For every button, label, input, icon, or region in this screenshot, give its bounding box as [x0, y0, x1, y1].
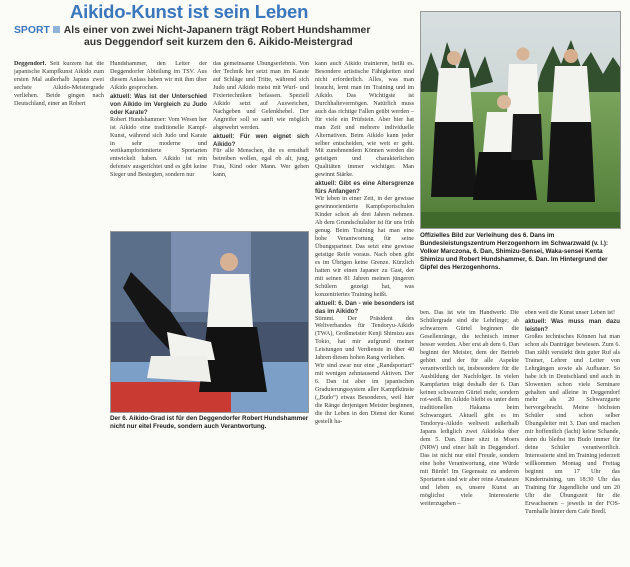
- photo-caption-top: Offizielles Bild zur Verleihung des 6. Dans im Bundesleistungszentrum Herzogenhorn im Schwarzwald (v. l.): Volker Marczona, 6. Dan, Shimizu-Sensei, Waka-sensei Kenta Shimizu und Robert Hundshammer, 6. Dan. Im Hintergrund der Gipfel des Herzogenhorns.: [420, 232, 609, 271]
- technique-photo: [110, 231, 309, 413]
- paragraph: Seit kurzem hat die japanische Kampfkunst Aikido zum ersten Mal außerhalb Japans zwei sechste Aikido-Meistergrade verliehen. Beide gingen nach Deutschland, einer an Robert: [14, 61, 104, 107]
- deck-line-2: aus Deggendorf seit kurzem den 6. Aikido-Meistergrad: [84, 37, 353, 48]
- deck-line-1: Als einer von zwei Nicht-Japanern trägt Robert Hundshammer: [63, 25, 371, 36]
- paragraph: Für alle Menschen, die es ernsthaft betreiben wollen, egal ob alt, jung, Frau, Kind oder Mann. Wer gehen kann,: [213, 148, 309, 179]
- interview-question: aktuell: Gibt es eine Altersgrenze fürs Anfangen?: [315, 180, 414, 196]
- interview-question: aktuell: Was muss man dazu leisten?: [525, 317, 620, 333]
- interview-question: aktuell: Für wen eignet sich Aikido?: [213, 132, 309, 148]
- text-column-5: [420, 310, 519, 557]
- paragraph: das gemeinsame Übungserlebnis. Von der Technik her setzt man im Karate auf Schläge und Tritte, während sich Judo und Aikido meist mit Wurf- und Fixiertechniken befassen. Speziell Aikido setzt auf Ausweichen, Nachgeben und Gelenkhebel. Der Angreifer soll so sanft wie möglich abgewehrt werden.: [213, 61, 309, 131]
- text-column-2: [110, 61, 207, 226]
- paragraph: Wir sind zwar nur eine „Randsportart“ mit wenigen zehntausend Aktiven. Der 6. Dan ist aber im japanischen Graduierungssystem aller Kampfkünste („Budo“) etwas Besonderes, weil hier die Ränge derjenigen Meister beginnen, die ihr Leben in den Dienst der Kunst gestellt ha-: [315, 363, 414, 425]
- subheadline: [14, 25, 414, 49]
- paragraph: ben. Das ist wie im Handwerk: Die Schülergrade sind die Lehrlinge; ab schwarzem Gürtel beginnen die Gesellenränge, die technisch immer besser werden. Aber erst ab dem 6. Dan beginnt der Meister, dem der Betrieb gehört und der für alle Aspekte verantwortlich ist, insbesondere für die Ausbildung der Nachfolger. In vielen Kampfarten trägt deshalb der 6. Dan keinen schwarzen Gürtel mehr, sondern rot-weiß. Im Aikido bleibt es unter dem traditionellen Hakama beim Schwarzgurt. Aktuell gibt es im Tendoryu-Aikido weltweit außerhalb Japans lediglich zwei Aikidoka über dem 5. Dan. Einer sitzt in Moers (NRW) und einer hält in Deggendorf. Das ist nicht nur eitel Freude, sondern eine hohe Verantwortung, eine Würde mit Bürde! Im Gegensatz zu anderen Sportarten sind wir aber reine Amateure und leben es, unsere Kunst an möglichst viele Interessierte weiterzugeben –: [420, 310, 519, 507]
- rubric-square-icon: [53, 26, 60, 33]
- rubric-label: SPORT: [14, 25, 50, 36]
- photo-caption-left: Der 6. Aikido-Grad ist für den Deggendorfer Robert Hundshammer nicht nur eitel Freude, sondern auch Verantwortung.: [110, 415, 309, 430]
- paragraph: Stimmt. Der Präsident des Weltverbandes für Tendoryu-Aikido (TWA), Großmeister Kenji Shimizu aus Tokio, hat mir aufgrund meiner Leistungen und Verdienste in über 40 Jahren diesen hohen Rang verliehen.: [315, 315, 414, 362]
- group-photo: [420, 11, 621, 229]
- text-column-4: [315, 61, 414, 557]
- text-column-6: [525, 310, 620, 557]
- paragraph: Großes technisches Können hat man schon als Danträger bewiesen. Zum 6. Dan zählt verstärkt dein guter Ruf als Trainer, Lehrer und Leiter von Lehrgängen sowie als Aufbauer. So habe ich in Deutschland und auch in Slowenien schon viele Seminare gehalten und alleine in Deggendorf mehr als 20 Schwarzgurte hervorgebracht. Meine höchsten Schüler sind schon selber Übungsleiter mit 3. Dan und machen mir hoffentlich (lacht) keine Schande, denn du bleibst im Budo immer für deine Schüler verantwortlich. Interessierte sind im Training jederzeit willkommen Montag und Freitag beginnt um 17 Uhr das Kindertraining, um 18:30 Uhr das Training für Jugendliche und um 20 Uhr die Übungszeit für die Erwachsenen – jeweils in der FOS-Turnhalle hinter dem Cafe Bredl.: [525, 333, 620, 515]
- technique-photo-illustration: [111, 232, 309, 413]
- interview-question: aktuell: 6. Dan - wie besonders ist das im Aikido?: [315, 299, 414, 315]
- paragraph: Wir leben in einer Zeit, in der gewisse gewinnorientierte Kampfsportschulen Kinder schon ab drei Jahren nehmen. Ab dem Grundschulalter ist für uns früh genug. Beim Training hat man eine hohe Verantwortung für seine Übungspartner. Das setzt eine gewisse geistige Reife voraus. Nach oben gibt es im Übrigen keine Grenze. Kürzlich hatten wir einen Japaner zu Gast, der mit seinen 81 Jahren meinen jüngeren Schülern gezeigt hat, was konzentriertes Training heißt.: [315, 196, 414, 298]
- interview-question: aktuell: Was ist der Unterschied von Aikido im Vergleich zu Judo oder Karate?: [110, 92, 207, 116]
- paragraph: kann auch Aikido trainieren, heißt es. Besondere artistische Fähigkeiten sind nicht erforderlich. Alles, was man braucht, lernt man im Training und im Aikido. Das Wichtigste ist Durchhaltevermögen. Natürlich muss auch das richtige Fallen geübt werden – für viele ein Prüfstein. Aber hier hat man Zeit und mehrere individuelle Alternativen. Beim Aikido kann jeder selber entscheiden, wie weit er geht. Mit zunehmendem Können werden die geistigen und charakterlichen Qualitäten immer wichtiger. Man gewinnt Stärke.: [315, 61, 414, 179]
- paragraph: eben weil die Kunst unser Leben ist!: [525, 310, 616, 316]
- paragraph: Hundshammer, den Leiter der Deggendorfer Abteilung im TSV. Aus diesem Anlass haben wir mit ihm über Aikido gesprochen.: [110, 61, 207, 91]
- text-column-1: [14, 61, 104, 131]
- group-photo-illustration: [421, 12, 621, 229]
- text-column-3: [213, 61, 309, 226]
- dateline: Deggendorf.: [14, 61, 47, 67]
- headline: Aikido-Kunst ist sein Leben: [70, 1, 309, 22]
- paragraph: Robert Hundshammer: Vom Wesen her ist Aikido eine traditionelle Kampf-Kunst, während sich Judo und Karate in sehr moderne und wettkampforientierte Sportarten entwickelt haben. Aikido ist rein defensiv ausgerichtet und es gibt keine Sieger und Besiegten, sondern nur: [110, 116, 207, 179]
